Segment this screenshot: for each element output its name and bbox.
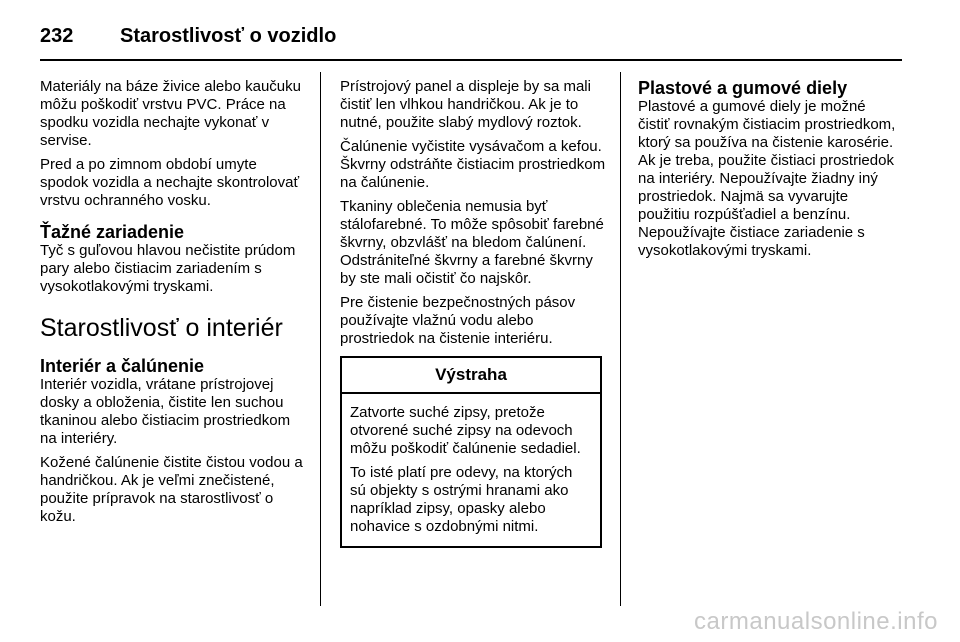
paragraph-dashboard: Prístrojový panel a displeje by sa mali čistiť len vlhkou handričkou. Ak je to nutné, použite slabý mydlový roztok. (340, 78, 591, 131)
warning-body (342, 394, 600, 546)
header-divider (40, 59, 902, 61)
column-1 (40, 78, 308, 532)
watermark: carmanualsonline.info (694, 608, 938, 635)
interior-heading: Interiér a čalúnenie (40, 356, 205, 376)
page-title: Starostlivosť o vozidlo (120, 24, 337, 47)
warning-text-velcro: Zatvorte suché zipsy, pretože otvorené suché zipsy na odevoch môžu poškodiť čalúnenie sedadiel. (350, 404, 581, 457)
paragraph-upholstery: Čalúnenie vyčistite vysávačom a kefou. Škvrny odstráňte čistiacim prostriedkom na čalúnenie. (340, 138, 606, 191)
paragraph-winter: Pred a po zimnom období umyte spodok vozidla a nechajte skontrolovať vrstvu ochranného vosku. (40, 156, 300, 209)
paragraph-seatbelts: Pre čistenie bezpečnostných pásov používajte vlažnú vodu alebo prostriedok na čistenie interiéru. (340, 294, 576, 347)
page-number: 232 (40, 24, 74, 47)
warning-title: Výstraha (342, 358, 600, 394)
warning-text-sharp: To isté platí pre odevy, na ktorých sú objekty s ostrými hranami ako napríklad zipsy, opasky alebo nohavice s ozdobnými nitmi. (350, 464, 573, 535)
paragraph-pvc: Materiály na báze živice alebo kaučuku môžu poškodiť vrstvu PVC. Práce na spodku vozidla nechajte vykonať v servise. (40, 78, 301, 149)
warning-box (340, 356, 602, 548)
leather-text: Kožené čalúnenie čistite čistou vodou a handričkou. Ak je veľmi znečistené, použite prípravok na starostlivosť o kožu. (40, 454, 303, 525)
towing-heading: Ťažné zariadenie (40, 222, 185, 242)
interior-text: Interiér vozidla, vrátane prístrojovej dosky a obloženia, čistite len suchou tkaninou alebo čistiacim prostriedkom na interiéry. (40, 376, 291, 447)
column-divider-1 (320, 72, 321, 606)
column-3 (638, 78, 900, 266)
plastic-text: Plastové a gumové diely je možné čistiť rovnakým čistiacim prostriedkom, ktorý sa používa na čistenie karosérie. Ak je treba, použite čistiaci prostriedok na interiéry. Nepoužívajte žiadny iný prostriedok. Najmä sa vyvarujte použitiu rozpúšťadiel a benzínu. Nepoužívajte čistiace zariadenie s vysokotlakovými tryskami. (638, 98, 896, 259)
column-divider-2 (620, 72, 621, 606)
section-heading-interior: Starostlivosť o interiér (40, 314, 283, 342)
towing-text: Tyč s guľovou hlavou nečistite prúdom pary alebo čistiacim zariadením s vysokotlakovými tryskami. (40, 242, 296, 295)
plastic-heading: Plastové a gumové diely (638, 78, 848, 98)
column-2 (340, 78, 608, 548)
paragraph-fabrics: Tkaniny oblečenia nemusia byť stálofarebné. To môže spôsobiť farebné škvrny, obzvlášť na bledom čalúnení. Odstrániteľné škvrny a farebné škvrny by ste mali očistiť čo najskôr. (340, 198, 604, 287)
page-header (40, 16, 900, 56)
